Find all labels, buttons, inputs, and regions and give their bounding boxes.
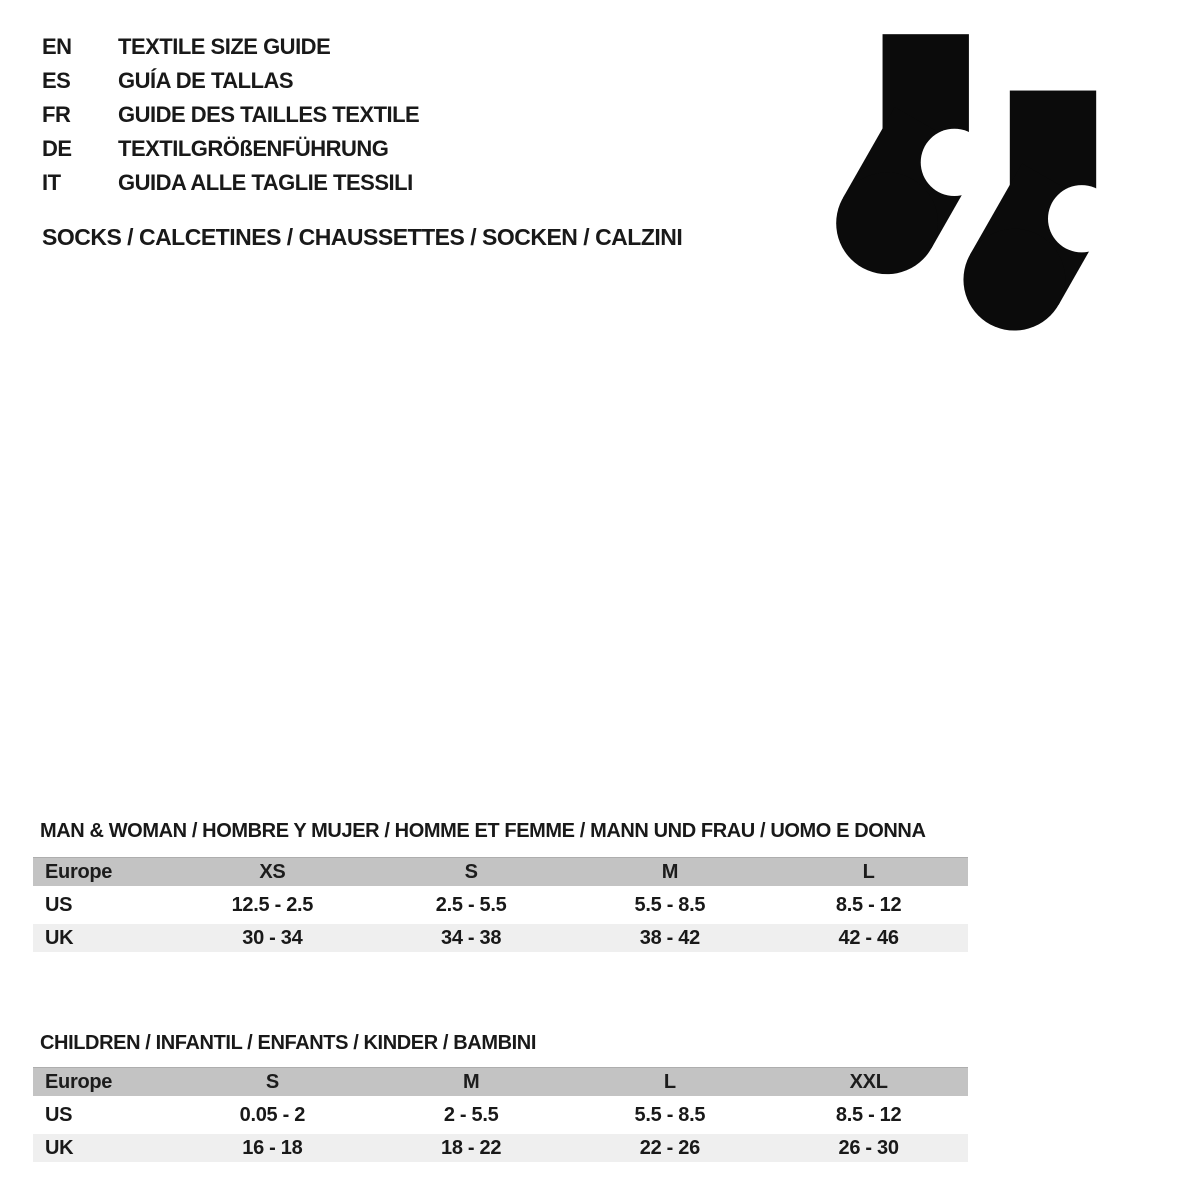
cell-uk-m: 38 - 42 (639, 927, 700, 949)
size-table-men-women (33, 857, 968, 952)
cell-uk-l: 22 - 26 (639, 1137, 700, 1159)
column-header-europe: Europe (45, 1071, 113, 1093)
socks-icon (828, 26, 1128, 356)
children-table-title: CHILDREN / INFANTIL / ENFANTS / KINDER / BAMBINI (40, 1032, 536, 1054)
category-title: SOCKS / CALCETINES / CHAUSSETTES / SOCKEN / CALZINI (42, 224, 683, 250)
cell-us-xs: 12.5 - 2.5 (231, 894, 314, 916)
lang-row-de (42, 132, 419, 166)
row-label-us: US (45, 1104, 73, 1126)
table-header-row (33, 857, 968, 886)
cell-us-s: 2.5 - 5.5 (435, 894, 507, 916)
table-row-uk (33, 924, 968, 952)
column-header-m: M (661, 861, 679, 883)
column-header-l: L (862, 861, 875, 883)
table-row-us (33, 1101, 968, 1129)
lang-code-it: IT (42, 170, 61, 195)
column-header-s: S (464, 861, 478, 883)
cell-us-l: 5.5 - 8.5 (634, 1104, 706, 1126)
column-header-s: S (265, 1071, 279, 1093)
lang-row-fr (42, 98, 419, 132)
cell-uk-xs: 30 - 34 (242, 927, 303, 949)
column-header-xs: XS (259, 861, 286, 883)
column-header-europe: Europe (45, 861, 113, 883)
cell-us-l: 8.5 - 12 (835, 894, 902, 916)
lang-code-de: DE (42, 136, 72, 161)
table-header-row (33, 1067, 968, 1096)
column-header-m: M (462, 1071, 480, 1093)
lang-row-en (42, 30, 419, 64)
cell-uk-m: 18 - 22 (441, 1137, 502, 1159)
column-header-xxl: XXL (849, 1071, 888, 1093)
lang-label-fr: GUIDE DES TAILLES TEXTILE (118, 102, 420, 127)
row-label-uk: UK (45, 927, 74, 949)
cell-uk-xxl: 26 - 30 (838, 1137, 899, 1159)
table-row-uk (33, 1134, 968, 1162)
lang-label-es: GUÍA DE TALLAS (118, 68, 294, 93)
lang-code-fr: FR (42, 102, 71, 127)
cell-us-xxl: 8.5 - 12 (835, 1104, 902, 1126)
cell-us-m: 5.5 - 8.5 (634, 894, 706, 916)
lang-label-en: TEXTILE SIZE GUIDE (118, 34, 331, 59)
cell-uk-l: 42 - 46 (838, 927, 899, 949)
cell-us-m: 2 - 5.5 (443, 1104, 499, 1126)
lang-label-it: GUIDA ALLE TAGLIE TESSILI (118, 170, 413, 195)
men-women-table-title: MAN & WOMAN / HOMBRE Y MUJER / HOMME ET FEMME / MANN UND FRAU / UOMO E DONNA (40, 820, 926, 842)
row-label-uk: UK (45, 1137, 74, 1159)
cell-uk-s: 34 - 38 (441, 927, 502, 949)
lang-code-en: EN (42, 34, 72, 59)
table-row-us (33, 891, 968, 919)
cell-uk-s: 16 - 18 (242, 1137, 303, 1159)
lang-row-it (42, 166, 419, 200)
size-table-children (33, 1067, 968, 1162)
lang-label-de: TEXTILGRÖßENFÜHRUNG (118, 136, 389, 161)
lang-row-es (42, 64, 419, 98)
lang-code-es: ES (42, 68, 71, 93)
cell-us-s: 0.05 - 2 (239, 1104, 306, 1126)
row-label-us: US (45, 894, 73, 916)
column-header-l: L (663, 1071, 676, 1093)
language-title-block (42, 30, 419, 200)
